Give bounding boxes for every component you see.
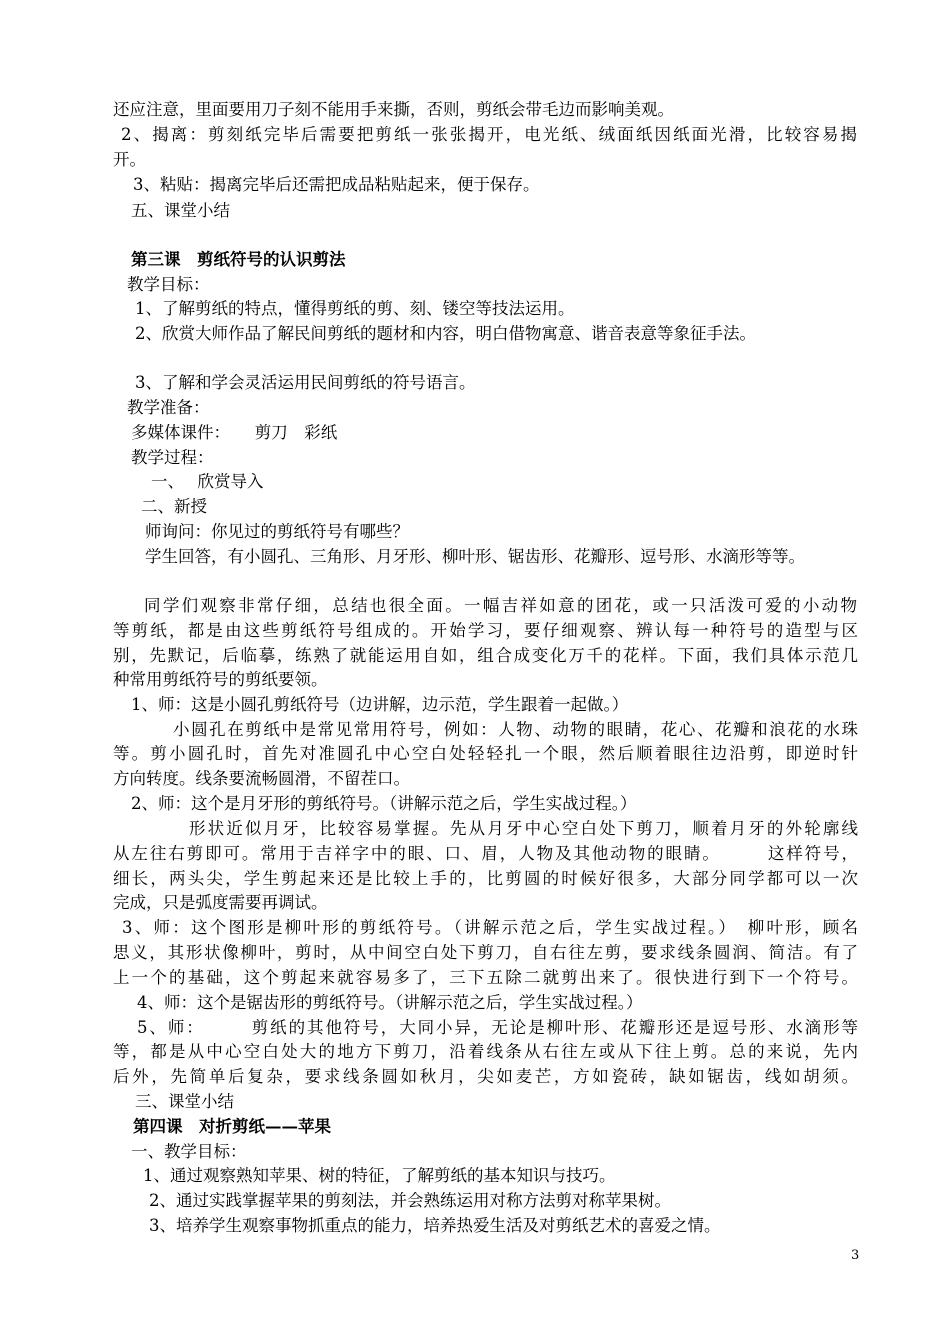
text-line: 2、欣赏大师作品了解民间剪纸的题材和内容，明白借物寓意、谐音表意等象征手法。 (135, 324, 756, 343)
text-line: 2、通过实践掌握苹果的剪刻法，并会熟练运用对称方法剪对称苹果树。 (149, 1191, 671, 1210)
text-line: 思义，其形状像柳叶，剪时，从中间空白处下剪刀，自右往左剪，要求线条圆润、简洁。有了 (113, 943, 858, 962)
text-line: 教学目标： (127, 275, 210, 294)
text-line: 同学们观察非常仔细，总结也很全面。一幅吉祥如意的团花，或一只活泼可爱的小动物 (144, 596, 857, 615)
text-line: 1、了解剪纸的特点，懂得剪纸的剪、刻、镂空等技法运用。 (135, 299, 575, 318)
text-line: 五、课堂小结 (131, 201, 230, 220)
text-line: 3、师：这个图形是柳叶形的剪纸符号。（讲解示范之后，学生实战过程。） 柳叶形，顾名 (122, 918, 858, 937)
text-line: 学生回答，有小圆孔、三角形、月牙形、柳叶形、锯齿形、花瓣形、逗号形、水滴形等等。 (145, 547, 805, 566)
text-line: 2、师：这个是月牙形的剪纸符号。（讲解示范之后，学生实战过程。） (131, 794, 637, 813)
text-line: 细长，两头尖，学生剪起来还是比较上手的，比剪圆的时候好很多，大部分同学都可以一次 (113, 869, 858, 888)
text-line: 3、培养学生观察事物抓重点的能力，培养热爱生活及对剪纸艺术的喜爱之情。 (149, 1216, 721, 1235)
text-line: 等。剪小圆孔时，首先对准圆孔中心空白处轻轻扎一个眼，然后顺着眼往边沿剪，即逆时针 (113, 744, 858, 763)
text-line: 方向转度。线条要流畅圆滑，不留茬口。 (113, 769, 410, 788)
text-line: 二、新授 (141, 497, 207, 516)
text-line: 从左往右剪即可。常用于吉祥字中的眼、口、眉，人物及其他动物的眼睛。 这样符号， (113, 844, 858, 863)
text-line: 形状近似月牙，比较容易掌握。先从月牙中心空白处下剪刀，顺着月牙的外轮廓线 (189, 819, 858, 838)
text-line: 2、揭离：剪刻纸完毕后需要把剪纸一张张揭开，电光纸、绒面纸因纸面光滑，比较容易揭 (121, 125, 857, 144)
text-line: 4、师：这个是锯齿形的剪纸符号。（讲解示范之后，学生实战过程。） (137, 993, 643, 1012)
text-line: 3、粘贴：揭离完毕后还需把成品粘贴起来，便于保存。 (133, 175, 540, 194)
text-line: 上一个的基础，这个剪起来就容易多了，三下五除二就剪出来了。很快进行到下一个符号。 (113, 968, 858, 987)
text-line: 3、了解和学会灵活运用民间剪纸的符号语言。 (135, 373, 476, 392)
text-line: 1、师：这是小圆孔剪纸符号（边讲解，边示范，学生跟着一起做。） (131, 695, 629, 714)
lesson-heading: 第四课 对折剪纸——苹果 (133, 1117, 331, 1136)
text-line: 还应注意，里面要用刀子刻不能用手来撕，否则，剪纸会带毛边而影响美观。 (113, 100, 674, 119)
text-line: 后外，先简单后复杂，要求线条圆如秋月，尖如麦芒，方如瓷砖，缺如锯齿，线如胡须。 (113, 1067, 858, 1086)
text-line: 小圆孔在剪纸中是常见常用符号，例如：人物、动物的眼睛，花心、花瓣和浪花的水珠 (173, 720, 858, 739)
text-line: 一、 欣赏导入 (151, 472, 264, 491)
text-line: 一、教学目标： (131, 1142, 247, 1161)
text-line: 教学过程： (131, 448, 214, 467)
lesson-heading: 第三课 剪纸符号的认识剪法 (131, 250, 346, 269)
text-line: 等，都是从中心空白处大的地方下剪刀，沿着线条从右往左或从下往上剪。总的来说，先内 (113, 1042, 858, 1061)
text-line: 种常用剪纸符号的剪纸要领。 (113, 670, 328, 689)
text-line: 等剪纸，都是由这些剪纸符号组成的。开始学习，要仔细观察、辨认每一种符号的造型与区 (113, 621, 858, 640)
text-line: 教学准备： (127, 398, 210, 417)
text-line: 多媒体课件： 剪刀 彩纸 (131, 423, 338, 442)
text-line: 别，先默记，后临摹，练熟了就能运用自如，组合成变化万千的花样。下面，我们具体示范几 (113, 646, 858, 665)
text-line: 开。 (113, 150, 146, 169)
text-line: 完成，只是弧度需要再调试。 (113, 893, 328, 912)
text-line: 师询问：你见过的剪纸符号有哪些？ (145, 522, 409, 541)
text-line: 三、课堂小结 (135, 1092, 234, 1111)
page-number: 3 (851, 1248, 860, 1263)
text-line: 5、师： 剪纸的其他符号，大同小异，无论是柳叶形、花瓣形还是逗号形、水滴形等 (137, 1018, 858, 1037)
text-line: 1、通过观察熟知苹果、树的特征，了解剪纸的基本知识与技巧。 (143, 1166, 616, 1185)
